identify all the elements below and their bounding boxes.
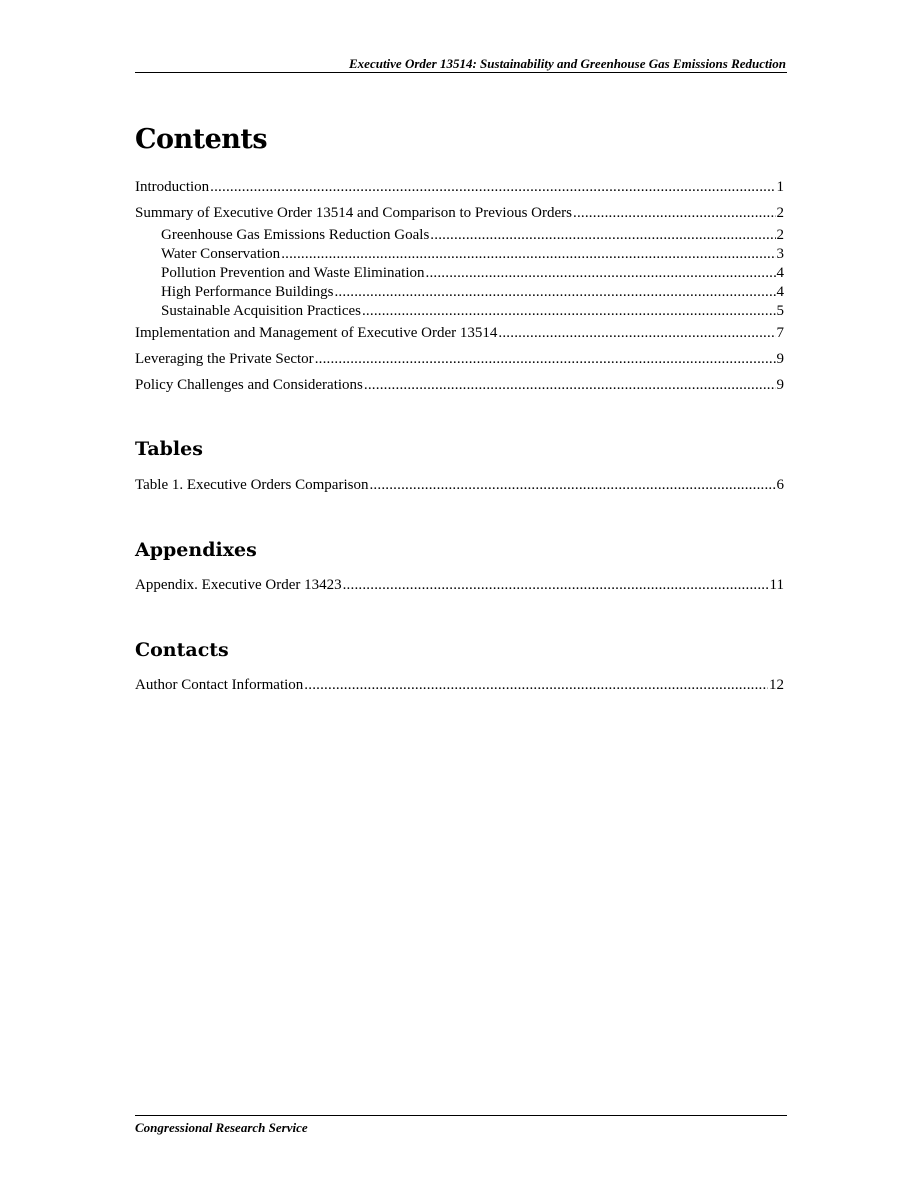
- dot-leader: [334, 283, 775, 301]
- toc-entry-page: 4: [776, 284, 784, 300]
- toc-entry-label: Greenhouse Gas Emissions Reduction Goals: [161, 227, 430, 243]
- dot-leader: [343, 576, 769, 594]
- toc-entry-page: 2: [776, 227, 784, 243]
- dot-leader: [426, 264, 776, 282]
- toc-subentry[interactable]: [161, 283, 784, 301]
- toc-entry-label: Appendix. Executive Order 13423: [135, 577, 342, 593]
- toc-entry-page: 5: [776, 303, 784, 319]
- toc-entry[interactable]: [135, 178, 784, 196]
- toc-entry-page: 9: [776, 351, 784, 367]
- toc-entry-page: 12: [769, 677, 784, 693]
- tables-title: Tables: [135, 438, 203, 460]
- toc-entry[interactable]: [135, 576, 784, 594]
- toc-entry-page: 3: [776, 246, 784, 262]
- toc-entry-label: Summary of Executive Order 13514 and Comparison to Previous Orders: [135, 205, 572, 221]
- toc-entry-label: Pollution Prevention and Waste Elimination: [161, 265, 425, 281]
- dot-leader: [304, 676, 768, 694]
- toc-entry-page: 1: [776, 179, 784, 195]
- toc-entry-label: Sustainable Acquisition Practices: [161, 303, 361, 319]
- toc-entry[interactable]: [135, 204, 784, 222]
- running-header: Executive Order 13514: Sustainability and Greenhouse Gas Emissions Reduction: [349, 56, 786, 71]
- toc-entry[interactable]: [135, 476, 784, 494]
- toc-subentry[interactable]: [161, 264, 784, 282]
- toc-entry-label: Table 1. Executive Orders Comparison: [135, 477, 369, 493]
- dot-leader: [498, 324, 775, 342]
- contents-title: Contents: [135, 124, 268, 155]
- toc-entry-label: Leveraging the Private Sector: [135, 351, 314, 367]
- toc-entry-label: Implementation and Management of Executive Order 13514: [135, 325, 498, 341]
- toc-entry-page: 6: [776, 477, 784, 493]
- toc-entry-page: 7: [776, 325, 784, 341]
- toc-subentry[interactable]: [161, 302, 784, 320]
- dot-leader: [369, 476, 775, 494]
- dot-leader: [210, 178, 775, 196]
- contacts-title: Contacts: [135, 639, 229, 661]
- toc-entry[interactable]: [135, 676, 784, 694]
- toc-subentry[interactable]: [161, 245, 784, 263]
- toc-subentry[interactable]: [161, 226, 784, 244]
- toc-entry[interactable]: [135, 350, 784, 368]
- toc-entry-label: Water Conservation: [161, 246, 281, 262]
- toc-entry[interactable]: [135, 376, 784, 394]
- toc-entry-page: 2: [776, 205, 784, 221]
- appendixes-title: Appendixes: [135, 539, 257, 561]
- dot-leader: [573, 204, 776, 222]
- toc-entry-label: High Performance Buildings: [161, 284, 334, 300]
- toc-entry-page: 11: [769, 577, 784, 593]
- toc-entry-page: 9: [776, 377, 784, 393]
- dot-leader: [315, 350, 776, 368]
- header-rule: [135, 72, 787, 73]
- dot-leader: [430, 226, 775, 244]
- toc-entry-label: Policy Challenges and Considerations: [135, 377, 363, 393]
- dot-leader: [364, 376, 776, 394]
- footer-rule: [135, 1115, 787, 1116]
- toc-entry-label: Introduction: [135, 179, 210, 195]
- running-footer: Congressional Research Service: [135, 1120, 308, 1135]
- toc-entry-label: Author Contact Information: [135, 677, 304, 693]
- toc-entry-page: 4: [776, 265, 784, 281]
- dot-leader: [362, 302, 776, 320]
- dot-leader: [281, 245, 775, 263]
- toc-entry[interactable]: [135, 324, 784, 342]
